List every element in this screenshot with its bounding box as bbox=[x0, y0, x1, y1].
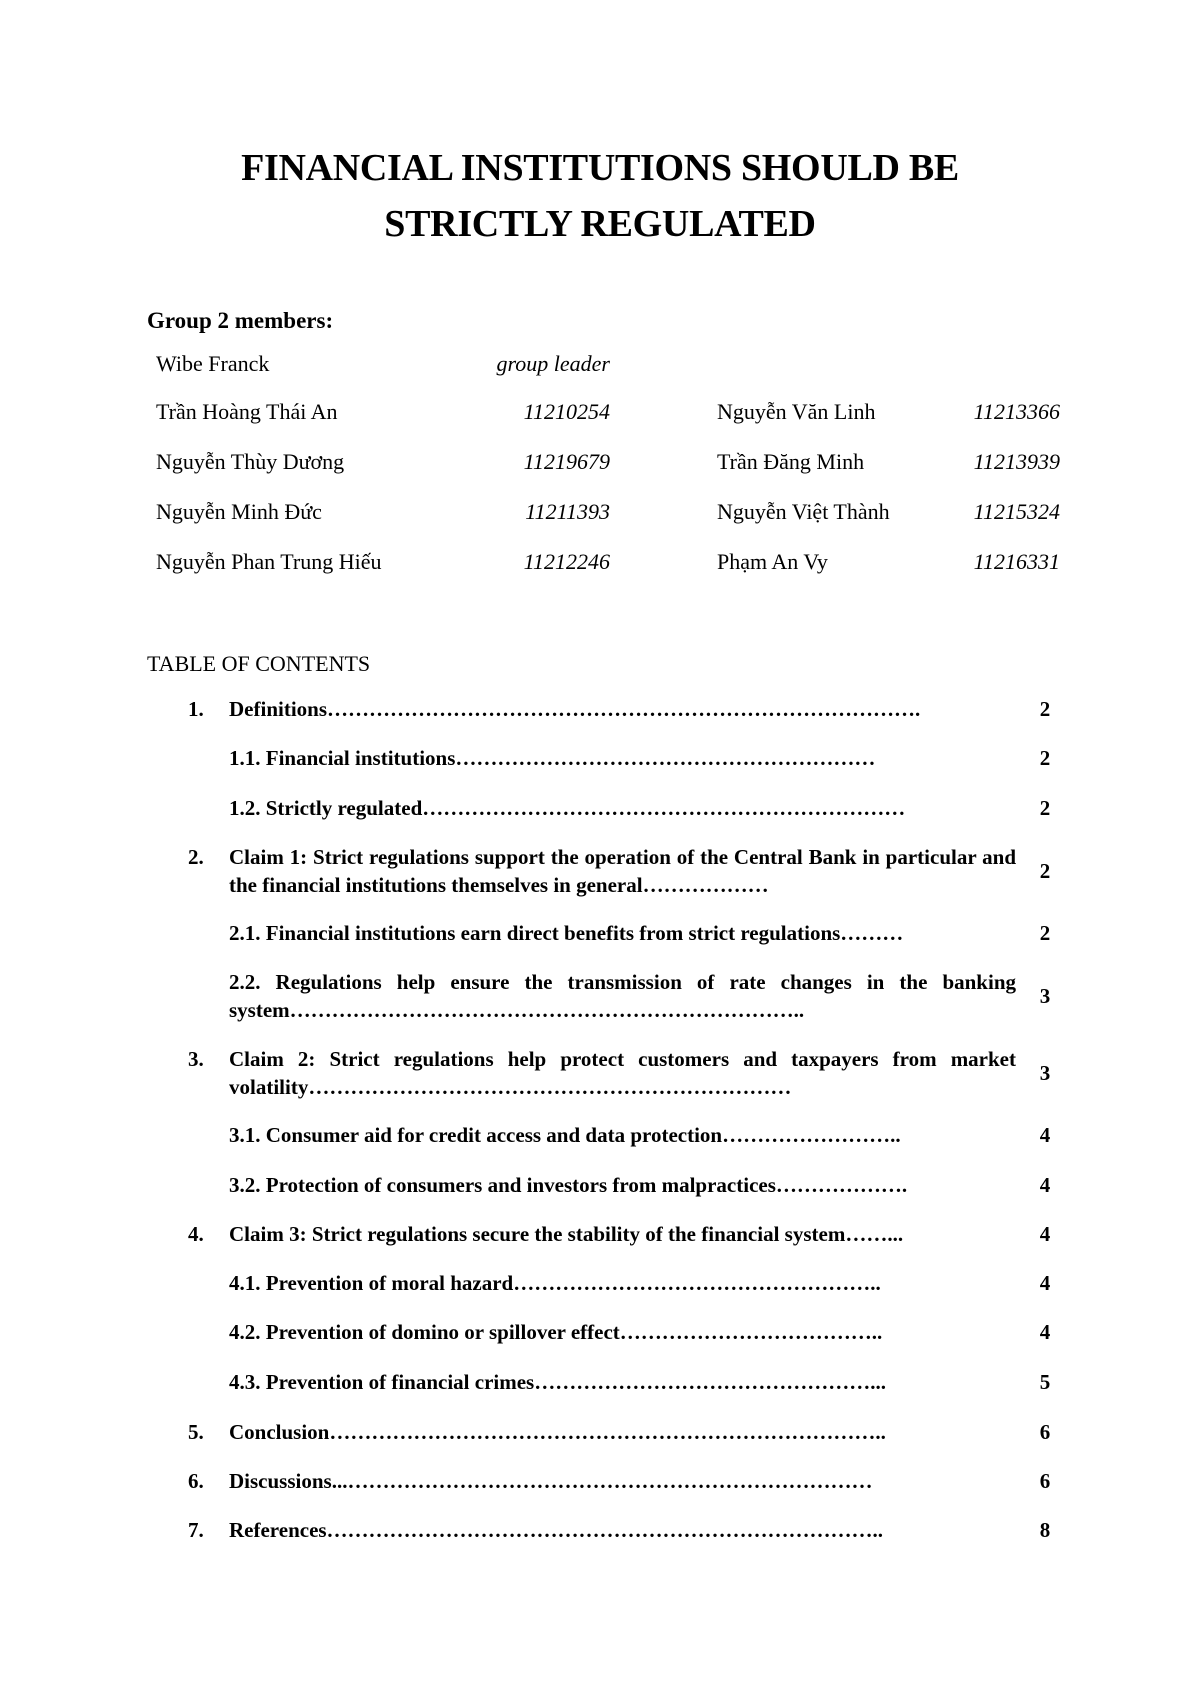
member-name: Nguyễn Phan Trung Hiếu bbox=[156, 549, 382, 574]
toc-page-number: 6 bbox=[1039, 1420, 1051, 1444]
toc-number: 6. bbox=[188, 1469, 204, 1493]
toc-page-number: 3 bbox=[1039, 1061, 1051, 1085]
toc-text: Claim 3: Strict regulations secure the stability of the financial system……... bbox=[229, 1222, 904, 1246]
toc-number: 4. bbox=[188, 1222, 204, 1246]
member-id: 11215324 bbox=[973, 499, 1060, 524]
toc-text: 2.1. Financial institutions earn direct benefits from strict regulations……… bbox=[229, 921, 904, 945]
toc-page-number: 2 bbox=[1039, 859, 1051, 883]
toc-text: Conclusion…………………………………………………………………….. bbox=[229, 1420, 886, 1444]
toc-text: Claim 2: Strict regulations help protect customers and taxpayers from market volatility…………………………………………………………… bbox=[229, 1047, 1016, 1099]
toc-page-number: 2 bbox=[1039, 746, 1051, 770]
toc-number: 3. bbox=[188, 1047, 204, 1071]
member-id: 11210254 bbox=[523, 399, 610, 424]
member-name: Nguyễn Minh Đức bbox=[156, 499, 322, 524]
member-name: Trần Hoàng Thái An bbox=[156, 399, 338, 424]
member-role: group leader bbox=[496, 351, 610, 376]
member-name: Trần Đăng Minh bbox=[717, 449, 865, 474]
toc-page-number: 3 bbox=[1039, 984, 1051, 1008]
toc-page-number: 4 bbox=[1039, 1173, 1051, 1197]
toc-number: 7. bbox=[188, 1518, 204, 1542]
toc-number: 2. bbox=[188, 845, 204, 869]
member-id: 11216331 bbox=[973, 549, 1060, 574]
toc-text: 1.1. Financial institutions…………………………………………………… bbox=[229, 746, 876, 770]
toc-page-number: 2 bbox=[1039, 921, 1051, 945]
toc-page-number: 4 bbox=[1039, 1271, 1051, 1295]
toc-page-number: 4 bbox=[1039, 1222, 1051, 1246]
toc-text: References…………………………………………………………………….. bbox=[229, 1518, 884, 1542]
toc-text: 2.2. Regulations help ensure the transmission of rate changes in the banking system……………………………………………………………….. bbox=[229, 970, 1016, 1022]
toc-page-number: 6 bbox=[1039, 1469, 1051, 1493]
title-line-2: STRICTLY REGULATED bbox=[384, 203, 816, 245]
toc-number: 5. bbox=[188, 1420, 204, 1444]
toc-heading: TABLE OF CONTENTS bbox=[147, 651, 371, 676]
toc-text: 4.1. Prevention of moral hazard…………………………………………….. bbox=[229, 1271, 881, 1295]
toc-page-number: 2 bbox=[1039, 697, 1051, 721]
member-id: 11213939 bbox=[973, 449, 1060, 474]
toc-text: Discussions...………………………………………………………………… bbox=[229, 1469, 873, 1493]
document-title bbox=[0, 140, 1200, 252]
title-line-1: FINANCIAL INSTITUTIONS SHOULD BE bbox=[241, 147, 959, 189]
toc-text: 3.1. Consumer aid for credit access and data protection…………………….. bbox=[229, 1123, 901, 1147]
toc-text: 1.2. Strictly regulated…………………………………………………………… bbox=[229, 796, 906, 820]
toc-text: Definitions…………………………………………………………………………. bbox=[229, 697, 921, 721]
members-heading: Group 2 members: bbox=[147, 308, 334, 333]
member-id: 11212246 bbox=[523, 549, 610, 574]
member-id: 11219679 bbox=[523, 449, 610, 474]
member-name: Nguyễn Việt Thành bbox=[717, 499, 890, 524]
member-name: Wibe Franck bbox=[156, 351, 270, 376]
toc-page-number: 2 bbox=[1039, 796, 1051, 820]
toc-text: 4.3. Prevention of financial crimes…………………………………………... bbox=[229, 1370, 886, 1394]
toc-page-number: 8 bbox=[1039, 1518, 1051, 1542]
toc-page-number: 5 bbox=[1039, 1370, 1051, 1394]
toc-text: Claim 1: Strict regulations support the operation of the Central Bank in particular and the financial institutions themselves in general……………… bbox=[229, 845, 1016, 897]
member-id: 11213366 bbox=[973, 399, 1060, 424]
toc-page-number: 4 bbox=[1039, 1320, 1051, 1344]
member-name: Phạm An Vy bbox=[717, 549, 828, 574]
member-name: Nguyễn Thùy Dương bbox=[156, 449, 345, 474]
toc-number: 1. bbox=[188, 697, 204, 721]
member-id: 11211393 bbox=[525, 499, 610, 524]
toc-page-number: 4 bbox=[1039, 1123, 1051, 1147]
toc-text: 3.2. Protection of consumers and investors from malpractices………………. bbox=[229, 1173, 908, 1197]
member-name: Nguyễn Văn Linh bbox=[717, 399, 876, 424]
toc-text: 4.2. Prevention of domino or spillover effect……………………………….. bbox=[229, 1320, 883, 1344]
